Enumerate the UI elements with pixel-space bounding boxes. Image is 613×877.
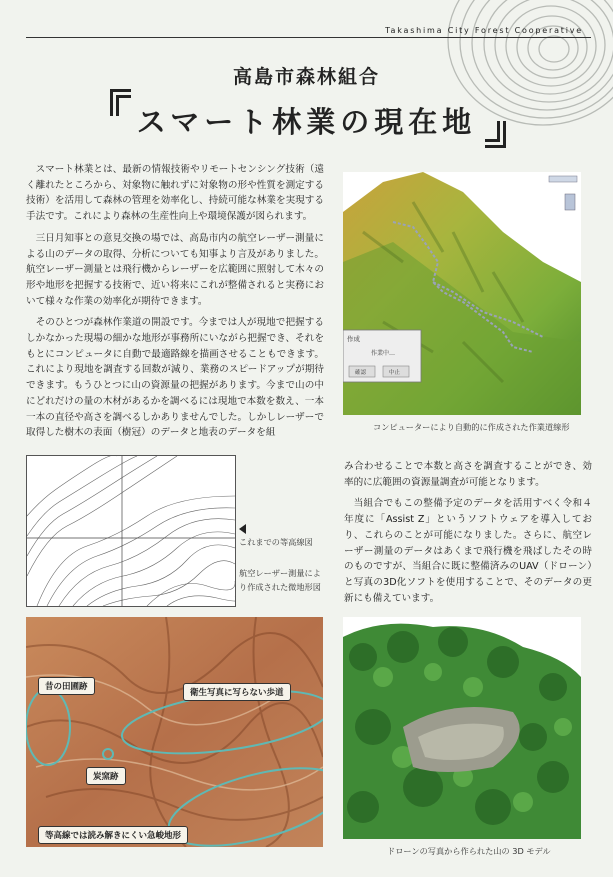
organization-header: Takashima City Forest Cooperative bbox=[26, 26, 591, 38]
paragraph: そのひとつが森林作業道の開設です。今までは人が現地で把握するしかなかった現場の細かな地形が事務所にいながら把握でき、それをもとにコンピュータに自動で最適路線を描画させることもできます。これにより現地を調査する回数が減り、業務のスピードアップが期待できます。もうひとつに山の資源量の把握があります。今まで山の中にどれだけの量の木材があるかを調べるには現地で本数を数え、一本一本の直径や高さを調べるしかありませんでした。しかしレーザーで取得した樹木の表面（樹冠）のデータと地表のデータを組 bbox=[26, 317, 324, 439]
label-steep-terrain: 等高線では読み解きにくい急峻地形 bbox=[38, 826, 188, 844]
contour-map-image bbox=[26, 455, 236, 607]
paragraph: 三日月知事との意見交換の場では、高島市内の航空レーザー測量による山のデータの取得、分析についても知事より言及がありました。航空レーザー測量とは飛行機からレーザーを広範囲に照射して木々の形や地形を把握する技術で、近い将来にこれが整備されると実務において様々な作業の効率化が期待できます。 bbox=[26, 232, 324, 307]
pointer-triangle-icon bbox=[239, 524, 246, 534]
old-contour-caption: これまでの等高線図 bbox=[239, 537, 313, 547]
paragraph: 当組合でもこの整備予定のデータを活用すべく令和４年度に「Assist Z」というソフトウェアを導入しており、これらのことが可能になりました。さらに、航空レーザー測量のデータはあくまで飛行機を飛ばしたその時のものですが、当組合に既に整備済みのUAV（ドローン）と写真の3D化ソフトを使用することで、そのデータの更新にも備えています。 bbox=[344, 498, 592, 604]
dialog-text: 作業中… bbox=[371, 350, 396, 357]
page-title: スマート林業の現在地 bbox=[136, 105, 477, 139]
label-hidden-path: 衛生写真に写らない歩道 bbox=[183, 683, 291, 701]
drone-3d-model-image bbox=[343, 617, 581, 839]
paragraph: み合わせることで本数と高さを調査することができ、効率的に広範囲の資源量調査が可能となります。 bbox=[344, 461, 592, 488]
article-column-1 bbox=[26, 162, 324, 447]
svg-text:中止: 中止 bbox=[389, 370, 401, 376]
new-contour-caption: 航空レーザー測量により作成された微地形図 bbox=[239, 568, 321, 592]
organization-name: 高島市森林組合 bbox=[232, 66, 380, 88]
dialog-title: 作成 bbox=[347, 335, 360, 343]
label-old-rice-field: 昔の田圃跡 bbox=[38, 677, 95, 695]
svg-text:確認: 確認 bbox=[355, 370, 367, 376]
bracket-close-inner bbox=[485, 121, 500, 142]
article-column-2 bbox=[344, 459, 592, 612]
label-charcoal-kiln: 炭窯跡 bbox=[86, 767, 126, 785]
relief-map-image bbox=[26, 617, 323, 847]
paragraph: スマート林業とは、最新の情報技術やリモートセンシング技術（遠く離れたところから、対象物に触れずに対象物の形や性質を測定する技術）を活用して森林の管理を効率化し、持続可能な林業を実現する手法です。これにより森林の生産性向上や環境保護が図られます。 bbox=[26, 164, 324, 223]
terrain-route-image bbox=[343, 172, 581, 415]
terrain-caption: コンピューターにより自動的に作成された作業道線形 bbox=[373, 422, 570, 432]
drone-model-caption: ドローンの写真から作られた山の 3D モデル bbox=[387, 846, 551, 856]
